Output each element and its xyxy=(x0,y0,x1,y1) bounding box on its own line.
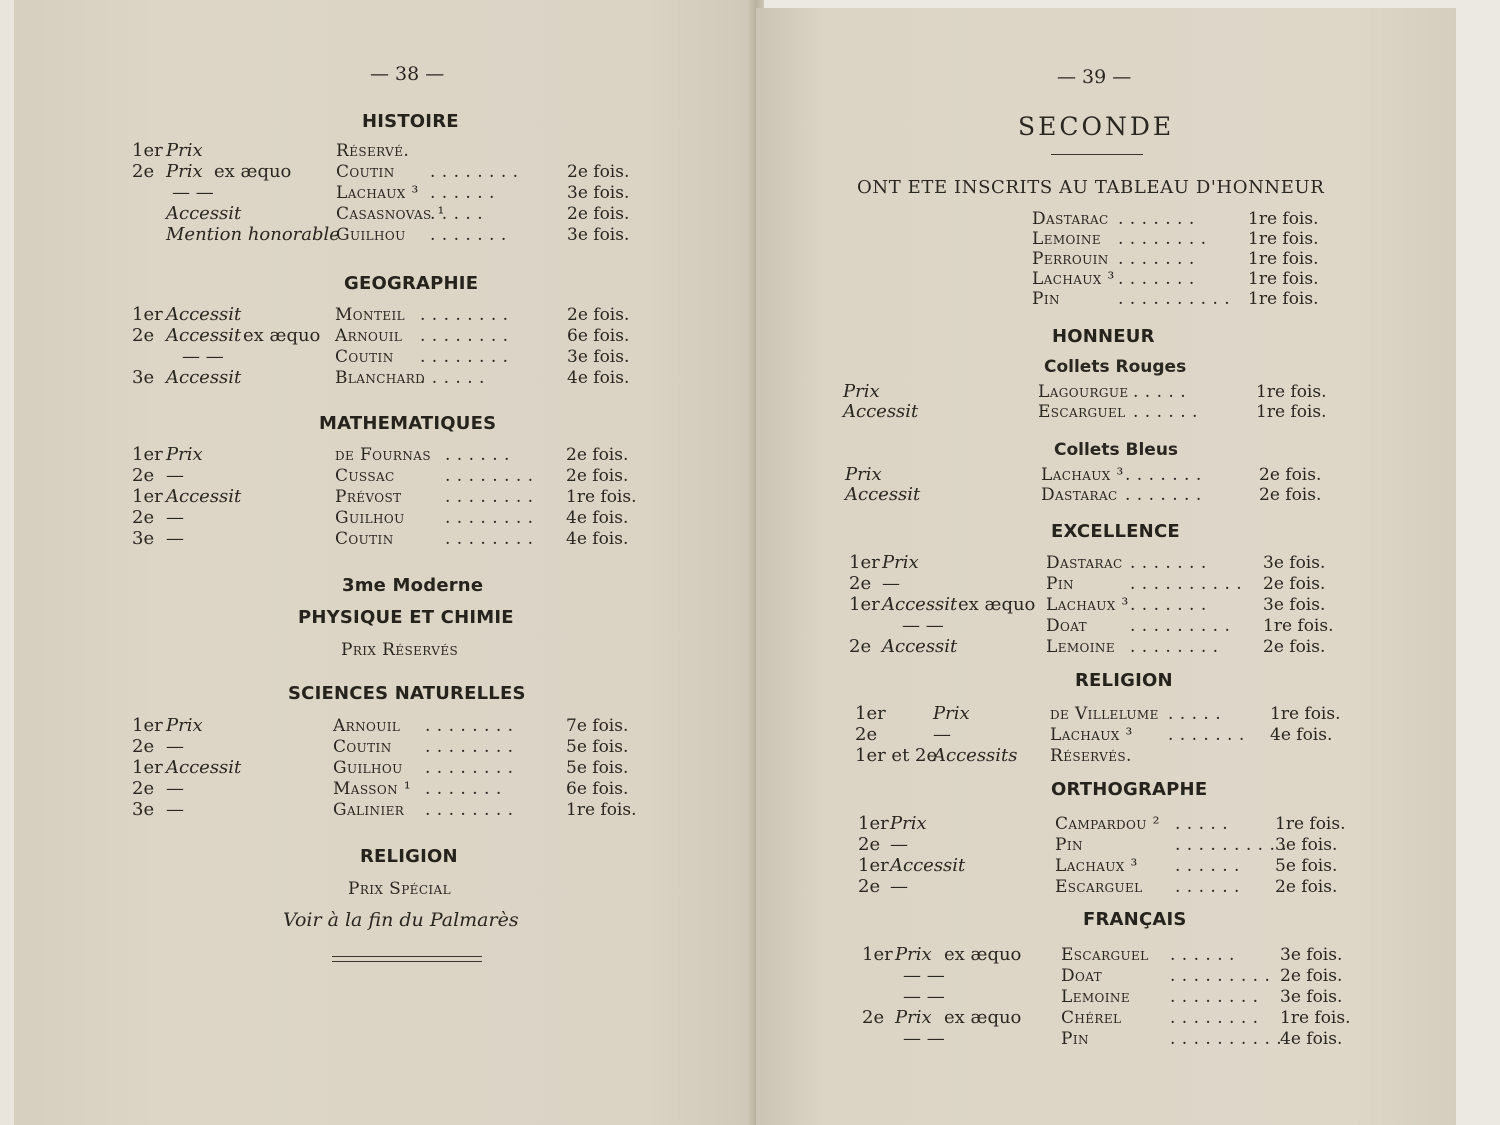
award-type: Prix xyxy=(895,1007,932,1028)
leader-dots: . . . . . . . xyxy=(1118,249,1195,269)
award-type: Prix xyxy=(166,444,203,465)
award-type: Accessit xyxy=(882,594,958,615)
religion-note: Prix Spécial xyxy=(348,879,451,899)
leader-dots: . . . . . . . . . xyxy=(1170,966,1271,986)
student-name: Escarguel xyxy=(1038,402,1126,422)
student-name: Arnouil xyxy=(333,716,401,736)
title-rule xyxy=(1051,154,1143,155)
heading-mathematiques: MATHEMATIQUES xyxy=(319,413,497,434)
student-name: Coutin xyxy=(335,347,394,367)
award-qualifier: — — xyxy=(903,1028,945,1049)
end-rule xyxy=(332,956,482,962)
student-name: Lemoine xyxy=(1046,637,1115,657)
heading-3me-moderne: 3me Moderne xyxy=(342,575,484,596)
leader-dots: . . . . . . . . . . xyxy=(1118,289,1231,309)
award-type: Accessit xyxy=(166,203,242,224)
award-rank: 1er xyxy=(849,594,880,615)
times-count: 2e fois. xyxy=(1263,637,1326,657)
award-qualifier: — — xyxy=(182,346,224,367)
award-type: — xyxy=(166,507,184,528)
times-count: 3e fois. xyxy=(567,225,630,245)
times-count: 3e fois. xyxy=(1280,987,1343,1007)
award-rank: 2e xyxy=(132,465,155,486)
award-type: Prix xyxy=(166,140,203,161)
award-type: Accessit xyxy=(166,304,242,325)
heading-orthographe: ORTHOGRAPHE xyxy=(1051,779,1208,800)
award-type: — xyxy=(166,799,184,820)
award-type: — xyxy=(166,778,184,799)
leader-dots: . . . . . . . . xyxy=(445,487,534,507)
leader-dots: . . . . . xyxy=(430,204,484,224)
leader-dots: . . . . . . . xyxy=(1168,725,1245,745)
award-type: Accessit xyxy=(166,367,242,388)
student-name: Doat xyxy=(1061,966,1103,986)
award-rank: 2e xyxy=(855,724,878,745)
leader-dots: . . . . . . . . xyxy=(420,305,509,325)
award-rank: 1er xyxy=(858,855,889,876)
times-count: 2e fois. xyxy=(1263,574,1326,594)
leader-dots: . . . . . . . xyxy=(1130,553,1207,573)
award-rank: 2e xyxy=(132,736,155,757)
award-rank: 2e xyxy=(858,834,881,855)
heading-physique-chimie: PHYSIQUE ET CHIMIE xyxy=(298,607,514,628)
award-type: Prix xyxy=(933,703,970,724)
times-count: 4e fois. xyxy=(566,508,629,528)
award-rank: 3e xyxy=(132,528,155,549)
heading-geographie: GEOGRAPHIE xyxy=(344,273,479,294)
award-type: Accessit xyxy=(166,325,242,346)
award-rank: 1er xyxy=(132,715,163,736)
student-name: Campardou ² xyxy=(1055,814,1160,834)
award-type: Accessit xyxy=(166,757,242,778)
heading-honneur: HONNEUR xyxy=(1052,326,1155,347)
times-count: 1re fois. xyxy=(1248,249,1319,269)
leader-dots: . . . . . . . . xyxy=(1170,987,1259,1007)
times-count: 4e fois. xyxy=(1280,1029,1343,1049)
heading-collets-rouges: Collets Rouges xyxy=(1044,357,1187,377)
leader-dots: . . . . . . . . . xyxy=(1130,616,1231,636)
award-type: — xyxy=(166,528,184,549)
times-count: 2e fois. xyxy=(567,305,630,325)
award-rank: 3e xyxy=(132,799,155,820)
times-count: 1re fois. xyxy=(1248,269,1319,289)
student-name: Perrouin xyxy=(1032,249,1109,269)
student-name: Masson ¹ xyxy=(333,779,412,799)
times-count: 2e fois. xyxy=(1259,485,1322,505)
student-name: Lemoine xyxy=(1032,229,1101,249)
page-number-right: — 39 — xyxy=(1057,66,1132,88)
heading-collets-bleus: Collets Bleus xyxy=(1054,440,1179,460)
student-name: Prévost xyxy=(335,487,402,507)
student-name: Cussac xyxy=(335,466,395,486)
tablecloth-left xyxy=(0,0,14,1125)
times-count: 7e fois. xyxy=(566,716,629,736)
student-name: Escarguel xyxy=(1055,877,1143,897)
heading-sciences-naturelles: SCIENCES NATURELLES xyxy=(288,683,526,704)
student-name: Lachaux ³ xyxy=(1041,465,1124,485)
award-rank: 1er xyxy=(849,552,880,573)
award-label: Accessit xyxy=(845,484,921,505)
times-count: 2e fois. xyxy=(567,204,630,224)
leader-dots: . . . . . . . . . . xyxy=(1175,835,1288,855)
leader-dots: . . . . . . . . xyxy=(420,347,509,367)
times-count: 1re fois. xyxy=(1256,402,1327,422)
award-type: Prix xyxy=(890,813,927,834)
times-count: 2e fois. xyxy=(1280,966,1343,986)
award-type: Accessit xyxy=(882,636,958,657)
tableau-title: ONT ETE INSCRITS AU TABLEAU D'HONNEUR xyxy=(857,177,1325,198)
award-rank: 1er xyxy=(858,813,889,834)
times-count: 3e fois. xyxy=(1263,553,1326,573)
times-count: 3e fois. xyxy=(567,183,630,203)
leader-dots: . . . . . . . . xyxy=(1170,1008,1259,1028)
award-type: — xyxy=(882,573,900,594)
times-count: 5e fois. xyxy=(1275,856,1338,876)
leader-dots: . . . . . . xyxy=(1133,402,1198,422)
leader-dots: . . . . . . . xyxy=(425,779,502,799)
award-type: Accessits xyxy=(933,745,1018,766)
student-name: Casasnovas ¹ xyxy=(336,204,445,224)
student-name: Coutin xyxy=(335,529,394,549)
award-type: Prix xyxy=(882,552,919,573)
leader-dots: . . . . . . . . xyxy=(445,529,534,549)
times-count: 2e fois. xyxy=(566,466,629,486)
leader-dots: . . . . . . . xyxy=(1125,485,1202,505)
award-rank: 3e xyxy=(132,367,155,388)
times-count: 5e fois. xyxy=(566,758,629,778)
class-title: SECONDE xyxy=(1018,112,1175,141)
award-type: Prix xyxy=(895,944,932,965)
leader-dots: . . . . . . . . xyxy=(425,800,514,820)
leader-dots: . . . . . xyxy=(1133,382,1187,402)
student-name: Pin xyxy=(1032,289,1060,309)
student-name: Lachaux ³ xyxy=(1050,725,1133,745)
leader-dots: . . . . . . . xyxy=(430,225,507,245)
student-name: Lachaux ³ xyxy=(1046,595,1129,615)
award-rank: 2e xyxy=(849,636,872,657)
student-name: Lachaux ³ xyxy=(1055,856,1138,876)
leader-dots: . . . . . . xyxy=(1170,945,1235,965)
award-qualifier: ex æquo xyxy=(243,325,321,346)
leader-dots: . . . . . . . xyxy=(1130,595,1207,615)
heading-francais: FRANÇAIS xyxy=(1083,909,1187,930)
leader-dots: . . . . . . . . xyxy=(1130,637,1219,657)
leader-dots: . . . . . . xyxy=(1175,856,1240,876)
times-count: 1re fois. xyxy=(566,800,637,820)
award-rank: 2e xyxy=(132,325,155,346)
student-name: Guilhou xyxy=(335,508,405,528)
student-name: Doat xyxy=(1046,616,1088,636)
student-name: Pin xyxy=(1055,835,1083,855)
leader-dots: . . . . . . . . xyxy=(425,716,514,736)
leader-dots: . . . . . . . xyxy=(1118,209,1195,229)
leader-dots: . . . . . . . . xyxy=(430,162,519,182)
student-name: Lachaux ³ xyxy=(1032,269,1115,289)
award-rank: 1er xyxy=(132,304,163,325)
award-rank: 1er xyxy=(862,944,893,965)
award-qualifier: — — xyxy=(903,965,945,986)
times-count: 3e fois. xyxy=(1263,595,1326,615)
times-count: 1re fois. xyxy=(1270,704,1341,724)
award-type: Accessit xyxy=(166,486,242,507)
award-type: — xyxy=(166,736,184,757)
award-rank: 2e xyxy=(132,778,155,799)
award-qualifier: — — xyxy=(903,986,945,1007)
heading-histoire: HISTOIRE xyxy=(362,111,459,132)
award-rank: 1er xyxy=(132,444,163,465)
leader-dots: . . . . . . . . xyxy=(1118,229,1207,249)
student-name: de Fournas xyxy=(335,445,431,465)
award-label: Prix xyxy=(845,464,882,485)
student-name: Guilhou xyxy=(336,225,406,245)
times-count: 1re fois. xyxy=(1263,616,1334,636)
physique-note: Prix Réservés xyxy=(341,640,459,660)
student-name: Dastarac xyxy=(1046,553,1123,573)
leader-dots: . . . . . . . . xyxy=(445,466,534,486)
leader-dots: . . . . . . xyxy=(445,445,510,465)
award-type: Mention honorable xyxy=(166,224,340,245)
award-rank: 2e xyxy=(132,161,155,182)
student-name: Guilhou xyxy=(333,758,403,778)
times-count: 4e fois. xyxy=(566,529,629,549)
award-rank: 1er xyxy=(855,703,886,724)
times-count: 6e fois. xyxy=(567,326,630,346)
student-name: Réservés. xyxy=(1050,746,1132,766)
award-rank: 1er xyxy=(132,757,163,778)
award-qualifier: ex æquo xyxy=(958,594,1036,615)
student-name: Arnouil xyxy=(335,326,403,346)
award-rank: 1er xyxy=(132,140,163,161)
times-count: 1re fois. xyxy=(1248,229,1319,249)
award-type: — xyxy=(890,834,908,855)
times-count: 1re fois. xyxy=(1248,289,1319,309)
award-type: — xyxy=(890,876,908,897)
award-type: — xyxy=(166,465,184,486)
leader-dots: . . . . . . xyxy=(430,183,495,203)
leader-dots: . . . . . . . . xyxy=(425,758,514,778)
heading-religion-left: RELIGION xyxy=(360,846,458,867)
award-type: — xyxy=(933,724,951,745)
award-qualifier: ex æquo xyxy=(944,1007,1022,1028)
times-count: 3e fois. xyxy=(1275,835,1338,855)
times-count: 1re fois. xyxy=(1275,814,1346,834)
award-rank: 2e xyxy=(862,1007,885,1028)
times-count: 1re fois. xyxy=(1256,382,1327,402)
student-name: Coutin xyxy=(336,162,395,182)
heading-religion-right: RELIGION xyxy=(1075,670,1173,691)
student-name: Dastarac xyxy=(1032,209,1109,229)
leader-dots: . . . . . . xyxy=(1175,877,1240,897)
award-qualifier: ex æquo xyxy=(944,944,1022,965)
student-name: Monteil xyxy=(335,305,406,325)
times-count: 4e fois. xyxy=(567,368,630,388)
times-count: 1re fois. xyxy=(566,487,637,507)
leader-dots: . . . . . . . . . . xyxy=(1130,574,1243,594)
award-rank: 1er xyxy=(132,486,163,507)
award-label: Accessit xyxy=(843,401,919,422)
award-rank: 1er et 2e xyxy=(855,745,938,766)
leader-dots: . . . . . xyxy=(1168,704,1222,724)
times-count: 2e fois. xyxy=(567,162,630,182)
student-name: Chérel xyxy=(1061,1008,1122,1028)
student-name: Blanchard xyxy=(335,368,426,388)
leader-dots: . . . . . . . . . . xyxy=(1170,1029,1283,1049)
times-count: 3e fois. xyxy=(567,347,630,367)
student-name: Escarguel xyxy=(1061,945,1149,965)
award-type: Accessit xyxy=(890,855,966,876)
times-count: 1re fois. xyxy=(1248,209,1319,229)
leader-dots: . . . . . . . xyxy=(1118,269,1195,289)
times-count: 5e fois. xyxy=(566,737,629,757)
student-name: Lachaux ³ xyxy=(336,183,419,203)
award-qualifier: — — xyxy=(172,182,214,203)
leader-dots: . . . . . . . . xyxy=(445,508,534,528)
heading-excellence: EXCELLENCE xyxy=(1051,521,1180,542)
student-name: Pin xyxy=(1046,574,1074,594)
student-name: Coutin xyxy=(333,737,392,757)
student-name: Dastarac xyxy=(1041,485,1118,505)
times-count: 2e fois. xyxy=(1275,877,1338,897)
student-name: Lemoine xyxy=(1061,987,1130,1007)
award-rank: 2e xyxy=(849,573,872,594)
times-count: 1re fois. xyxy=(1280,1008,1351,1028)
award-rank: 2e xyxy=(858,876,881,897)
leader-dots: . . . . . xyxy=(1175,814,1229,834)
times-count: 6e fois. xyxy=(566,779,629,799)
leader-dots: . . . . . . xyxy=(420,368,485,388)
student-name: Lagourgue xyxy=(1038,382,1129,402)
award-qualifier: ex æquo xyxy=(214,161,292,182)
times-count: 2e fois. xyxy=(566,445,629,465)
award-rank: 2e xyxy=(132,507,155,528)
times-count: 4e fois. xyxy=(1270,725,1333,745)
religion-note-2: Voir à la fin du Palmarès xyxy=(283,909,519,931)
leader-dots: . . . . . . . . xyxy=(425,737,514,757)
student-name: de Villelume xyxy=(1050,704,1159,724)
award-qualifier: — — xyxy=(902,615,944,636)
award-type: Prix xyxy=(166,715,203,736)
page-number-left: — 38 — xyxy=(370,63,445,85)
tablecloth-top xyxy=(700,0,1500,8)
student-name: Pin xyxy=(1061,1029,1089,1049)
tablecloth-right xyxy=(1456,0,1500,1125)
award-type: Prix xyxy=(166,161,203,182)
times-count: 2e fois. xyxy=(1259,465,1322,485)
award-label: Prix xyxy=(843,381,880,402)
student-name: Galinier xyxy=(333,800,405,820)
leader-dots: . . . . . . . . xyxy=(420,326,509,346)
leader-dots: . . . . . . . xyxy=(1125,465,1202,485)
times-count: 3e fois. xyxy=(1280,945,1343,965)
student-name: Réservé. xyxy=(336,141,410,161)
